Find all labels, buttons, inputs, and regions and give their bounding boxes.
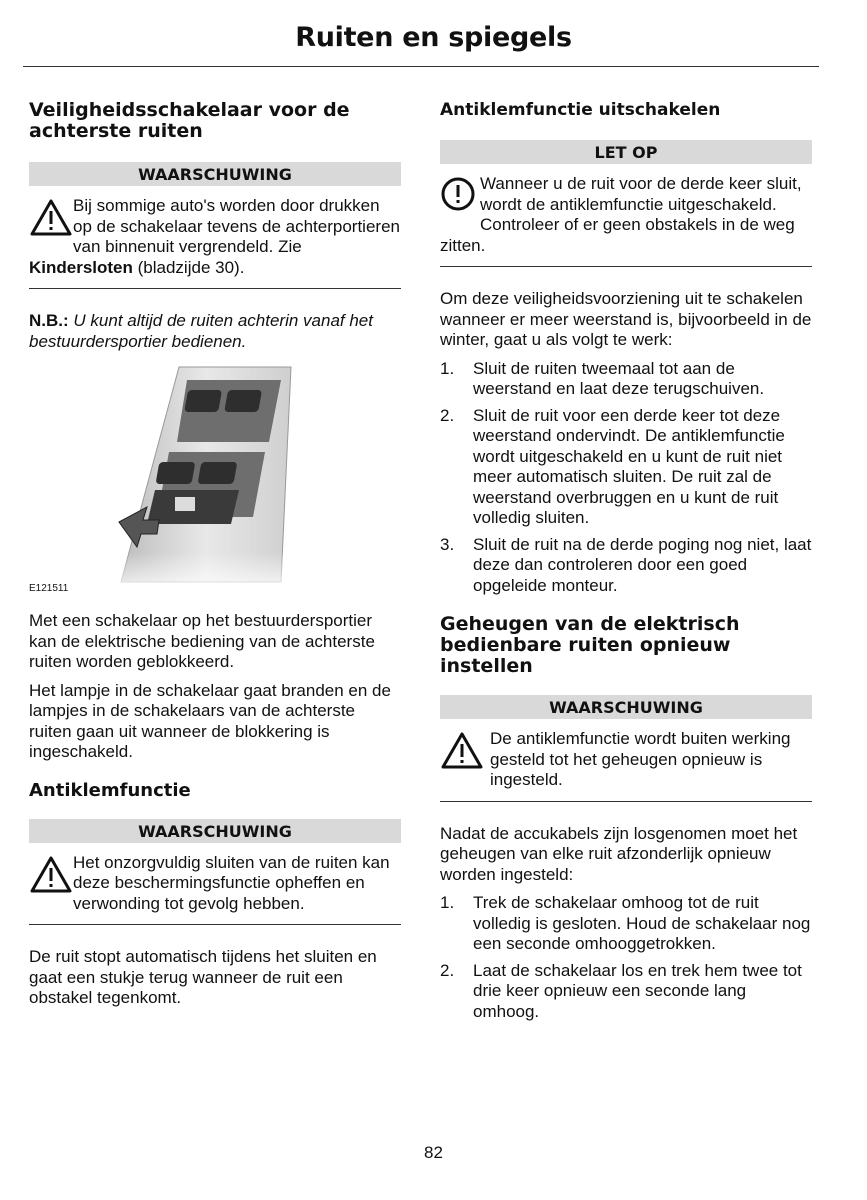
list-item: 2. Sluit de ruit voor een derde keer tot deze weerstand ondervindt. De antiklemfunctie wordt uitgeschakeld en u kunt de ruit niet meer automatisch sluiten. De ruit zal de weerstand overbruggen en u kunt de ruit volledig sluiten. — [440, 405, 785, 527]
note-label: N.B.: — [29, 311, 69, 330]
paragraph: Nadat de accukabels zijn losgenomen moet het geheugen van elke ruit afzonderlijk opnieuw worden ingesteld: — [440, 823, 798, 884]
paragraph: Het lampje in de schakelaar gaat branden en de lampjes in de schakelaars van de achterste ruiten gaan uit wanneer de blokkering is ingeschakeld. — [29, 680, 391, 761]
paragraph: Om deze veiligheidsvoorziening uit te schakelen wanneer er meer weerstand is, bijvoorbeeld in de winter, gaat u als volgt te werk: — [440, 289, 812, 349]
warning-triangle-icon — [440, 731, 484, 771]
link-kindersloten[interactable]: Kindersloten — [29, 257, 133, 277]
warning-box — [29, 853, 401, 926]
warning-text: Bij sommige auto's worden door drukken op de schakelaar tevens de achterportieren van binnenuit vergrendeld. Zie Kindersloten (bladzijde 30). — [29, 196, 400, 277]
section-heading-reset-memory: Geheugen van de elektrisch bedienbare ruiten opnieuw instellen — [440, 613, 740, 677]
left-column — [29, 100, 401, 1017]
warning-banner: WAARSCHUWING — [29, 162, 401, 186]
warning-triangle-icon — [29, 198, 73, 238]
list-item: 2. Laat de schakelaar los en trek hem twee tot drie keer opnieuw een seconde lang omhoog. — [440, 960, 802, 1021]
notice-box — [440, 174, 812, 267]
title-rule — [23, 66, 819, 67]
note — [29, 311, 401, 352]
paragraph: Met een schakelaar op het bestuurdersportier kan de elektrische bediening van de achterste ruiten worden geblokkeerd. — [29, 611, 375, 671]
right-column — [440, 100, 812, 1030]
warning-triangle-icon — [29, 855, 73, 895]
steps-list — [440, 359, 812, 597]
warning-text: De antiklemfunctie wordt buiten werking gesteld tot het geheugen opnieuw is ingesteld. — [490, 729, 791, 789]
warning-banner: WAARSCHUWING — [440, 695, 812, 719]
section-heading-rear-window-switch: Veiligheidsschakelaar voor de achterste ruiten — [29, 99, 350, 142]
list-item: 1. Sluit de ruiten tweemaal tot aan de weerstand en laat deze terugschuiven. — [440, 358, 765, 398]
warning-text: Het onzorgvuldig sluiten van de ruiten kan deze beschermingsfunctie opheffen en verwonding tot gevolg hebben. — [73, 852, 390, 913]
section-heading-disable-anti-trap: Antiklemfunctie uitschakelen — [440, 100, 721, 120]
list-item: 3. Sluit de ruit na de derde poging nog niet, laat deze dan controleren door een goed opgeleide monteur. — [440, 534, 812, 595]
steps-list — [440, 893, 812, 1022]
caution-circle-icon — [440, 176, 480, 216]
note-text: U kunt altijd de ruiten achterin vanaf het bestuurdersportier bedienen. — [29, 311, 373, 351]
window-switch-illustration — [29, 362, 401, 597]
notice-banner: LET OP — [440, 140, 812, 164]
warning-box — [29, 196, 401, 289]
list-item: 1. Trek de schakelaar omhoog tot de ruit volledig is gesloten. Houd de schakelaar nog een seconde omhooggetrokken. — [440, 893, 811, 953]
paragraph: De ruit stopt automatisch tijdens het sluiten en gaat een stukje terug wanneer de ruit een obstakel tegenkomt. — [29, 947, 377, 1007]
warning-box — [440, 729, 812, 802]
figure-code: E121511 — [29, 582, 69, 594]
page-title: Ruiten en spiegels — [295, 22, 572, 53]
notice-text: Wanneer u de ruit voor de derde keer sluit, wordt de antiklemfunctie uitgeschakeld. Controleer of er geen obstakels in de weg zitten. — [440, 174, 802, 255]
window-switch-figure — [29, 362, 401, 597]
section-heading-anti-trap: Antiklemfunctie — [29, 779, 191, 801]
warning-banner: WAARSCHUWING — [29, 819, 401, 843]
page-number: 82 — [424, 1143, 443, 1162]
